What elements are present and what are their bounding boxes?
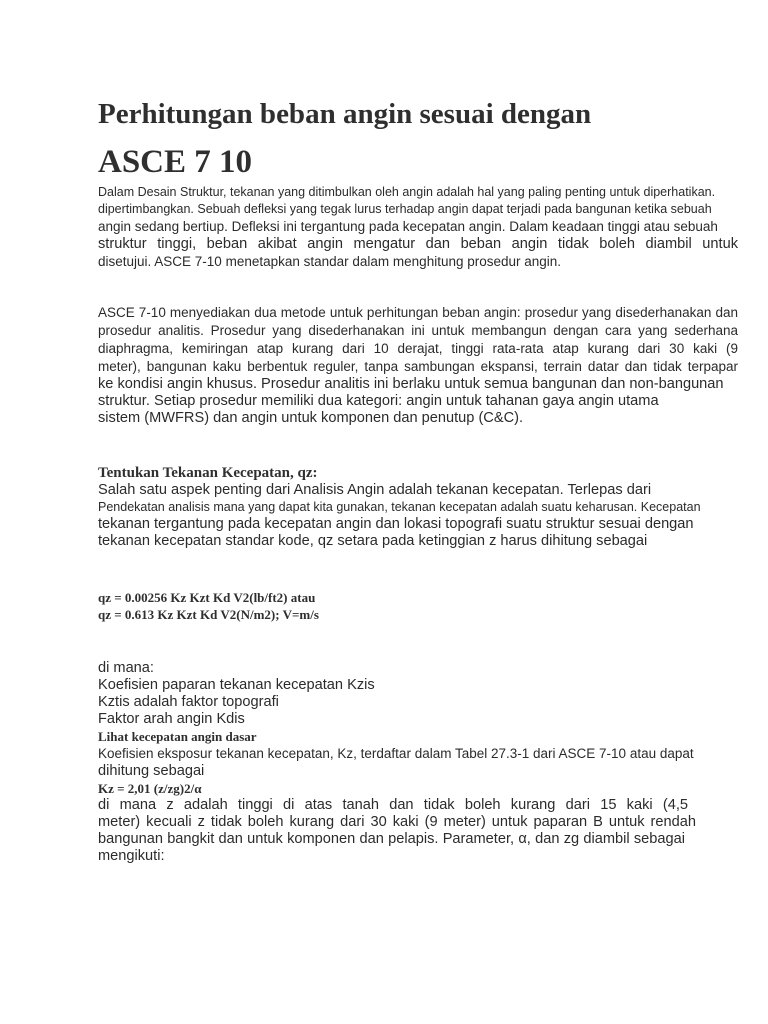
subheading: Lihat kecepatan angin dasar <box>98 729 257 744</box>
methods-line: meter), bangunan kaku berbentuk reguler, tanpa sambungan ekspansi, terrain datar dan tidak terpapar <box>98 359 738 374</box>
formula-metric: qz = 0.613 Kz Kzt Kd V2(N/m2); V=m/s <box>98 607 319 622</box>
qz-line: Pendekatan analisis mana yang dapat kita gunakan, tekanan kecepatan adalah suatu keharusan. Kecepatan <box>98 500 701 514</box>
methods-paragraph <box>98 304 738 427</box>
intro-line: angin sedang bertiup. Defleksi ini tergantung pada kecepatan angin. Dalam keadaan tinggi atau sebuah <box>98 219 718 234</box>
kz-line: dihitung sebagai <box>98 763 205 779</box>
qz-heading: Tentukan Tekanan Kecepatan, qz: <box>98 465 318 481</box>
document-page <box>98 94 738 865</box>
methods-line: ke kondisi angin khusus. Prosedur analitis ini berlaku untuk semua bangunan dan non-bangunan <box>98 376 724 392</box>
title-line-2: ASCE 7 10 <box>98 144 253 180</box>
qz-paragraph <box>98 482 738 550</box>
where-list <box>98 660 738 728</box>
intro-line: struktur tinggi, beban akibat angin mengatur dan beban angin tidak boleh diambil untuk <box>98 236 738 252</box>
qz-line: tekanan tergantung pada kecepatan angin dan lokasi topografi suatu struktur sesuai dengan <box>98 516 694 532</box>
methods-line: prosedur analitis. Prosedur yang disederhanakan ini untuk membangun dengan cara yang sederhana <box>98 323 738 338</box>
kz-line: Koefisien eksposur tekanan kecepatan, Kz, terdaftar dalam Tabel 27.3-1 dari ASCE 7-10 atau dapat <box>98 746 694 761</box>
intro-line: Dalam Desain Struktur, tekanan yang ditimbulkan oleh angin adalah hal yang paling penting untuk diperhatikan. <box>98 185 716 199</box>
where-line: Faktor arah angin Kdis <box>98 711 245 727</box>
kz-paragraph <box>98 745 738 780</box>
final-paragraph <box>98 797 738 865</box>
final-line: meter) kecuali z tidak boleh kurang dari 30 kaki (9 meter) untuk paparan B untuk rendah <box>98 814 696 830</box>
formula-imperial: qz = 0.00256 Kz Kzt Kd V2(lb/ft2) atau <box>98 590 316 605</box>
where-line: di mana: <box>98 660 154 676</box>
qz-line: tekanan kecepatan standar kode, qz setara pada ketinggian z harus dihitung sebagai <box>98 533 648 549</box>
title-line-1: Perhitungan beban angin sesuai dengan <box>98 98 592 130</box>
where-line: Kztis adalah faktor topografi <box>98 694 279 710</box>
intro-line: dipertimbangkan. Sebuah defleksi yang tegak lurus terhadap angin dapat terjadi pada bangunan ketika sebuah <box>98 202 712 216</box>
final-line: di mana z adalah tinggi di atas tanah dan tidak boleh kurang dari 15 kaki (4,5 <box>98 797 688 813</box>
intro-line: disetujui. ASCE 7-10 menetapkan standar dalam menghitung prosedur angin. <box>98 254 562 269</box>
where-line: Koefisien paparan tekanan kecepatan Kzis <box>98 677 375 693</box>
methods-line: ASCE 7-10 menyediakan dua metode untuk perhitungan beban angin: prosedur yang disederhanakan dan <box>98 305 738 320</box>
methods-line: struktur. Setiap prosedur memiliki dua kategori: angin untuk tahanan gaya angin utama <box>98 393 659 409</box>
methods-line: sistem (MWFRS) dan angin untuk komponen dan penutup (C&C). <box>98 410 524 426</box>
final-line: bangunan bangkit dan untuk komponen dan pelapis. Parameter, α, dan zg diambil sebagai <box>98 831 685 847</box>
qz-formulas <box>98 589 738 623</box>
qz-line: Salah satu aspek penting dari Analisis Angin adalah tekanan kecepatan. Terlepas dari <box>98 482 652 498</box>
intro-paragraph <box>98 184 738 271</box>
final-line: mengikuti: <box>98 848 165 864</box>
methods-line: diaphragma, kemiringan atap kurang dari 10 derajat, tinggi rata-rata atap kurang dari 30 kaki (9 <box>98 341 738 356</box>
kz-formula: Kz = 2,01 (z/zg)2/α <box>98 781 202 796</box>
